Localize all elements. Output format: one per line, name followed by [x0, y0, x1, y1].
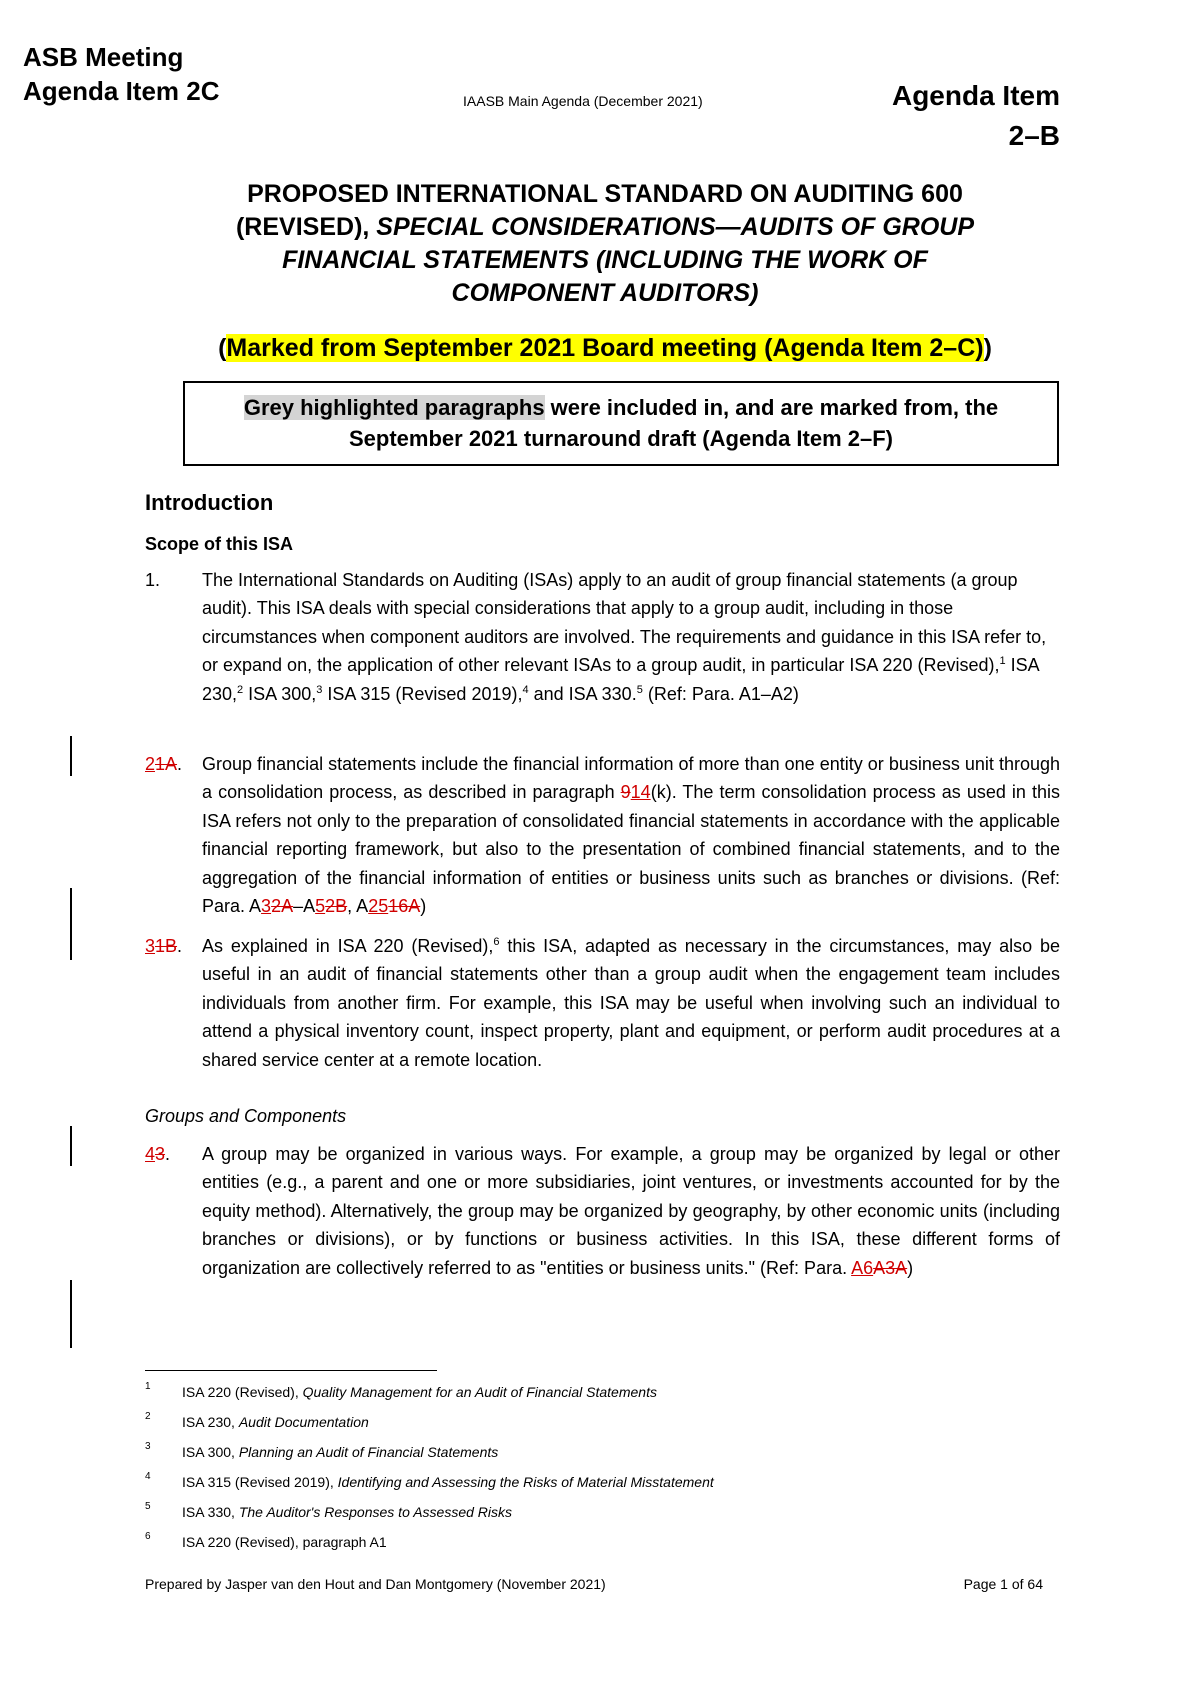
text-run: (k). The term consolidation process as used in this ISA refers not only to the preparation of consolidated financial statements in accordance with the applicable financial reporting framework, but also to the presentation of combined financial statements, and to the aggregation of the financial information of entities or business units such as branches or divisions. (Ref: Para. A: [202, 782, 1061, 917]
footnote: [145, 1411, 369, 1430]
change-bar: [70, 736, 72, 776]
footnote-italic: Identifying and Assessing the Risks of Material Misstatement: [337, 1474, 714, 1490]
paragraph-text: [202, 566, 1060, 708]
footnote-italic: Audit Documentation: [238, 1414, 369, 1430]
footnote: [145, 1501, 513, 1520]
footnote-number: 5: [145, 1501, 151, 1512]
footnote: [145, 1471, 714, 1490]
text-run: As explained in ISA 220 (Revised),: [202, 936, 494, 956]
paragraph-1: [145, 566, 1060, 708]
text-run: ): [907, 1257, 914, 1278]
paragraph-text: [202, 932, 1060, 1074]
marked-from-note: [145, 334, 1065, 363]
inserted-text: 2: [145, 754, 156, 774]
footnote-italic: Planning an Audit of Financial Statements: [238, 1444, 499, 1460]
deleted-text: 9: [620, 782, 631, 803]
title-line-4-text: COMPONENT AUDITORS): [451, 279, 759, 307]
text-run: (Ref: Para. A1–A2): [642, 683, 799, 704]
notice-line-1: [185, 392, 1057, 423]
footnote-text: [182, 1444, 498, 1460]
footnote-plain: ISA 300,: [182, 1444, 239, 1460]
paragraph-text: [202, 1140, 1060, 1282]
footnote-text: [182, 1414, 369, 1430]
asb-meeting-label: [23, 40, 220, 108]
agenda-item-label: [892, 76, 1060, 156]
footnote-italic: The Auditor's Responses to Assessed Risks: [238, 1504, 513, 1520]
title-line-4: [145, 277, 1065, 310]
document-title: [145, 178, 1065, 310]
paragraph-number: [145, 932, 182, 960]
inserted-text: 3: [145, 936, 156, 956]
notice-grey-text: Grey highlighted paragraphs: [243, 395, 545, 420]
asb-line-1: ASB Meeting: [23, 42, 184, 72]
deleted-text: 1A: [155, 754, 178, 774]
footnote-number: 4: [145, 1471, 151, 1482]
footnote-number: 1: [145, 1381, 151, 1392]
deleted-text: 2A: [271, 896, 294, 917]
footnote: [145, 1381, 657, 1400]
text-run: ): [420, 896, 427, 917]
deleted-text: 3: [155, 1144, 166, 1164]
text-run: A group may be organized in various ways. For example, a group may be organized by legal or other entities (e.g., a parent and one or more subsidiaries, joint ventures, or investments accounted for by the equity method). Alternatively, the group may be organized by geography, by other economic units (including branches or divisions), or by functions or business activities. In this ISA, these different forms of organization are collectively referred to as "entities or business units." (Ref: Para.: [202, 1144, 1060, 1278]
footer-page-number: Page 1 of 64: [963, 1576, 1043, 1592]
footnote-text: [182, 1534, 387, 1550]
change-bar: [70, 888, 72, 960]
inserted-text: 3: [261, 896, 272, 917]
footnote-text: [182, 1504, 512, 1520]
footnote-text: [182, 1474, 714, 1490]
deleted-text: A3A: [873, 1257, 908, 1278]
footnote-number: 2: [145, 1411, 151, 1422]
footnote: [145, 1441, 499, 1460]
footnote-plain: ISA 330,: [182, 1504, 239, 1520]
marked-text: Marked from September 2021 Board meeting (Agenda Item 2–C): [226, 334, 984, 362]
paragraph-4: [145, 1140, 1060, 1282]
title-line-2-plain: (REVISED),: [235, 213, 377, 241]
text-run: , A: [347, 896, 369, 917]
text-run: ISA 230,: [202, 655, 1039, 704]
title-line-2: [145, 211, 1065, 244]
heading-introduction: Introduction: [145, 490, 274, 515]
header-center: IAASB Main Agenda (December 2021): [463, 93, 703, 109]
inserted-text: A6: [851, 1257, 874, 1278]
paragraph-number: [145, 1140, 170, 1168]
inserted-text: 25: [368, 896, 389, 917]
change-bar: [70, 1126, 72, 1166]
text-run: The International Standards on Auditing (ISAs) apply to an audit of group financial statements (a group audit). This ISA deals with special considerations that apply to a group audit, including in those circumstances when component auditors are involved. The requirements and guidance in this ISA refer to, or expand on, the application of other relevant ISAs to a group audit, in particular ISA 220 (Revised),: [202, 570, 1047, 676]
heading-groups-components: Groups and Components: [145, 1106, 347, 1126]
marked-close: ): [983, 334, 992, 362]
paragraph-number: [145, 750, 182, 778]
text-run: Group financial statements include the financial information of more than one entity or business unit through a consolidation process, as described in paragraph: [202, 754, 1060, 803]
inserted-text: 4: [145, 1144, 156, 1164]
footnote-ref[interactable]: 3: [316, 683, 323, 696]
footnote-separator: [145, 1370, 437, 1371]
footnote-plain: ISA 220 (Revised),: [182, 1384, 303, 1400]
deleted-text: 1B: [155, 936, 178, 956]
paragraph-2: [145, 750, 1060, 920]
number-dot: .: [177, 936, 183, 956]
heading-scope: Scope of this ISA: [145, 534, 294, 554]
paragraph-text: [202, 750, 1060, 920]
paragraph-3: [145, 932, 1060, 1074]
text-run: ISA 300,: [243, 683, 317, 704]
footnote-ref[interactable]: 2: [237, 683, 244, 696]
notice-rest: were included in, and are marked from, the: [544, 395, 999, 420]
footnote-text: [182, 1384, 657, 1400]
asb-line-2: Agenda Item 2C: [23, 76, 220, 106]
footnote-ref[interactable]: 6: [493, 936, 500, 948]
title-line-2-italic: SPECIAL CONSIDERATIONS—AUDITS OF GROUP: [376, 213, 975, 241]
footnote-plain: ISA 315 (Revised 2019),: [182, 1474, 338, 1490]
text-run: this ISA, adapted as necessary in the circumstances, may also be useful in an audit of financial statements other than a group audit when the engagement team includes individuals from another firm. For example, this ISA may be useful when involving such an individual to attend a physical inventory count, inspect property, plant and equipment, or perform audit procedures at a shared service center at a remote location.: [202, 936, 1060, 1070]
inserted-text: 14: [630, 782, 651, 803]
footnote-plain: ISA 230,: [182, 1414, 239, 1430]
footer-prepared-by: Prepared by Jasper van den Hout and Dan Montgomery (November 2021): [145, 1576, 606, 1592]
change-bar: [70, 1280, 72, 1348]
footnote-number: 3: [145, 1441, 151, 1452]
title-line-3-text: FINANCIAL STATEMENTS (INCLUDING THE WORK OF: [282, 246, 928, 274]
footnote-ref[interactable]: 1: [999, 655, 1006, 668]
text-run: ISA 315 (Revised 2019),: [322, 683, 523, 704]
deleted-text: 2B: [325, 896, 348, 917]
agenda-line-2: 2–B: [1008, 120, 1060, 151]
marked-open: (: [218, 334, 227, 362]
footnote: [145, 1531, 387, 1550]
text-run: and ISA 330.: [528, 683, 637, 704]
notice-box: [183, 381, 1059, 466]
inserted-text: 5: [315, 896, 326, 917]
number-dot: .: [165, 1144, 171, 1164]
footnote-number: 6: [145, 1531, 151, 1542]
title-line-3: [145, 244, 1065, 277]
notice-line-2: September 2021 turnaround draft (Agenda Item 2–F): [349, 426, 893, 451]
paragraph-number: 1.: [145, 570, 161, 590]
footnote-ref[interactable]: 4: [522, 683, 529, 696]
footnote-plain: ISA 220 (Revised), paragraph A1: [182, 1534, 387, 1550]
deleted-text: 16A: [388, 896, 421, 917]
footnote-ref[interactable]: 5: [636, 683, 643, 696]
text-run: –A: [293, 896, 316, 917]
number-dot: .: [177, 754, 183, 774]
title-line-1: PROPOSED INTERNATIONAL STANDARD ON AUDITING 600: [247, 180, 963, 208]
agenda-line-1: Agenda Item: [891, 80, 1060, 111]
footnote-italic: Quality Management for an Audit of Financial Statements: [302, 1384, 657, 1400]
